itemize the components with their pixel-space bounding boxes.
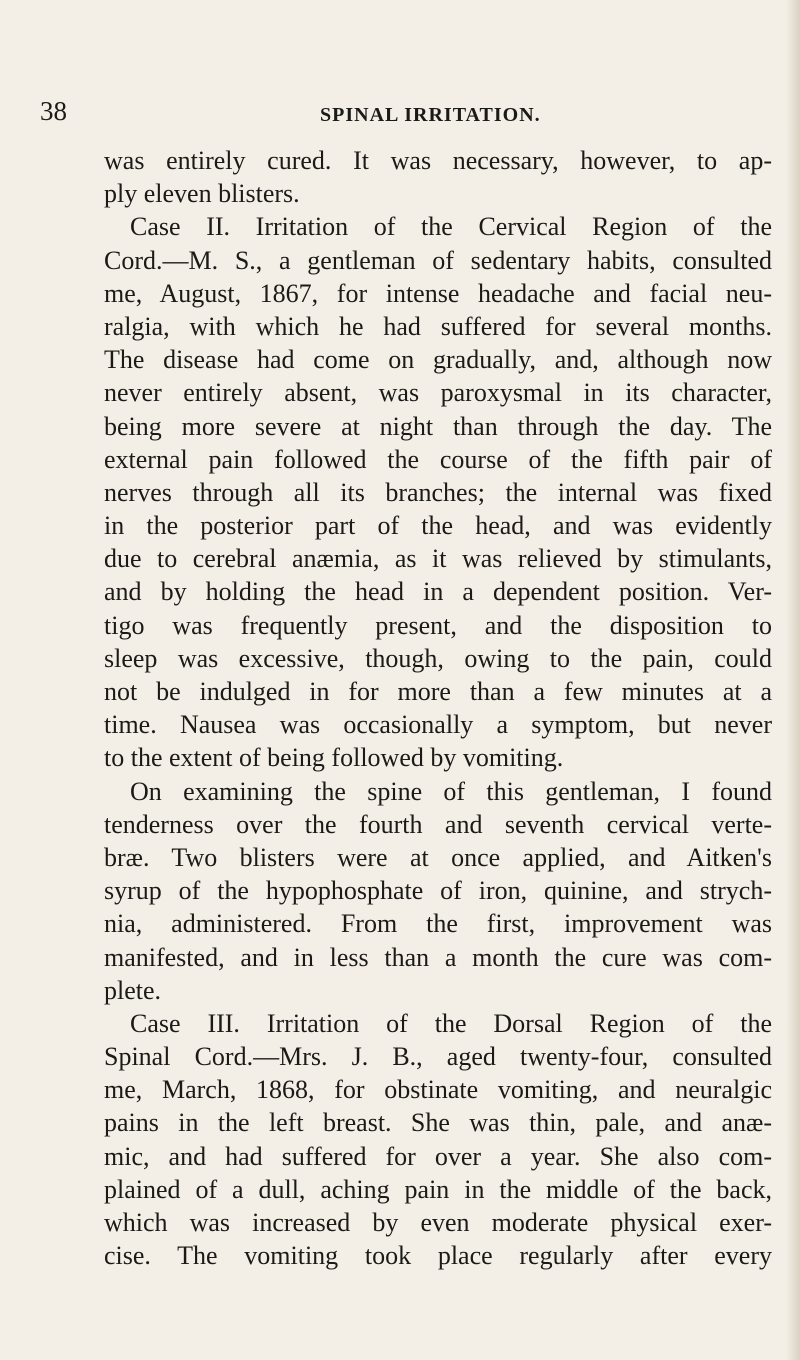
text-line: plained of a dull, aching pain in the middle of the back, bbox=[104, 1174, 772, 1204]
text-line: mic, and had suffered for over a year. She also com- bbox=[104, 1141, 772, 1171]
text-line: which was increased by even moderate physical exer- bbox=[104, 1208, 772, 1237]
text-line: manifested, and in less than a month the cure was com- bbox=[104, 942, 772, 972]
text-line: time. Nausea was occasionally a symptom, but never bbox=[104, 710, 772, 740]
text-line: me, March, 1868, for obstinate vomiting, and neuralgic bbox=[104, 1075, 772, 1105]
text-line: sleep was excessive, though, owing to the pain, could bbox=[104, 643, 772, 673]
text-line: The disease had come on gradually, and, although now bbox=[104, 345, 772, 375]
text-line: being more severe at night than through the day. The bbox=[104, 411, 772, 441]
text-line: ralgia, with which he had suffered for several months. bbox=[104, 311, 772, 341]
text-line: tigo was frequently present, and the disposition to bbox=[104, 610, 772, 640]
text-line: cise. The vomiting took place regularly after every bbox=[104, 1241, 772, 1271]
text-line: syrup of the hypophosphate of iron, quinine, and strych- bbox=[104, 876, 772, 906]
text-line: On examining the spine of this gentleman, I found bbox=[130, 776, 772, 806]
text-line: bræ. Two blisters were at once applied, and Aitken's bbox=[104, 842, 772, 872]
text-line: nerves through all its branches; the internal was fixed bbox=[104, 477, 772, 507]
text-line: in the posterior part of the head, and was evidently bbox=[104, 511, 772, 541]
text-line: tenderness over the fourth and seventh cervical verte- bbox=[104, 809, 772, 839]
text-line: and by holding the head in a dependent position. Ver- bbox=[104, 577, 772, 607]
text-line: pains in the left breast. She was thin, pale, and anæ- bbox=[104, 1108, 772, 1138]
text-line: was entirely cured. It was necessary, however, to ap- bbox=[104, 146, 772, 175]
case-heading-line: Case II. Irritation of the Cervical Region of the bbox=[130, 212, 772, 242]
text-line: never entirely absent, was paroxysmal in its character, bbox=[104, 378, 772, 408]
text-line: not be indulged in for more than a few minutes at a bbox=[104, 677, 772, 706]
page-number: 38 bbox=[40, 96, 67, 126]
case-heading-line: Case III. Irritation of the Dorsal Region of the bbox=[130, 1008, 772, 1038]
text-line: external pain followed the course of the fifth pair of bbox=[104, 444, 772, 474]
text-line: ply eleven blisters. bbox=[104, 179, 300, 209]
running-title: SPINAL IRRITATION. bbox=[320, 104, 541, 126]
text-line: nia, administered. From the first, improvement was bbox=[104, 909, 772, 939]
text-line: Spinal Cord.—Mrs. J. B., aged twenty-four, consulted bbox=[104, 1042, 772, 1072]
text-line: me, August, 1867, for intense headache and facial neu- bbox=[104, 278, 772, 308]
body-text bbox=[104, 144, 772, 1272]
text-line: due to cerebral anæmia, as it was relieved by stimulants, bbox=[104, 544, 772, 574]
text-line: to the extent of being followed by vomiting. bbox=[104, 743, 564, 773]
text-line: Cord.—M. S., a gentleman of sedentary habits, consulted bbox=[104, 245, 772, 275]
page-edge-shadow bbox=[786, 0, 800, 1360]
text-line: plete. bbox=[104, 975, 162, 1005]
